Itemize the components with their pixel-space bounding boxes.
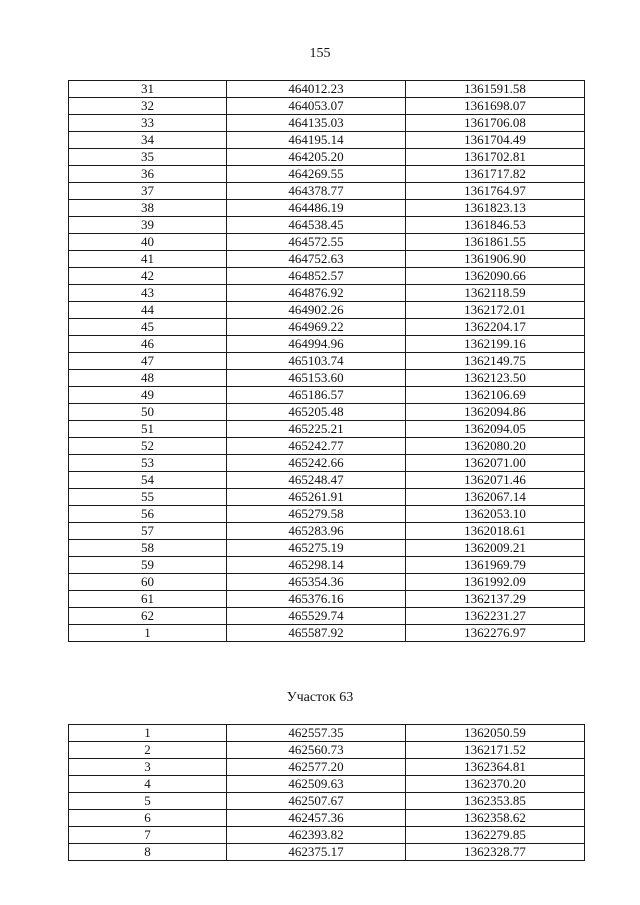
x-coordinate-cell: 465103.74: [227, 353, 406, 370]
table-row: [69, 336, 585, 353]
y-coordinate-cell: 1361992.09: [406, 574, 585, 591]
point-number-cell: 58: [69, 540, 227, 557]
table-row: [69, 455, 585, 472]
x-coordinate-cell: 462509.63: [227, 776, 406, 793]
point-number-cell: 48: [69, 370, 227, 387]
y-coordinate-cell: 1361969.79: [406, 557, 585, 574]
table-row: [69, 421, 585, 438]
point-number-cell: 57: [69, 523, 227, 540]
point-number-cell: 43: [69, 285, 227, 302]
x-coordinate-cell: 465186.57: [227, 387, 406, 404]
table-row: [69, 725, 585, 742]
point-number-cell: 41: [69, 251, 227, 268]
point-number-cell: 47: [69, 353, 227, 370]
point-number-cell: 34: [69, 132, 227, 149]
y-coordinate-cell: 1362094.05: [406, 421, 585, 438]
table-row: [69, 523, 585, 540]
x-coordinate-cell: 465529.74: [227, 608, 406, 625]
table-row: [69, 149, 585, 166]
table-row: [69, 844, 585, 861]
y-coordinate-cell: 1362067.14: [406, 489, 585, 506]
point-number-cell: 60: [69, 574, 227, 591]
x-coordinate-cell: 464053.07: [227, 98, 406, 115]
table-row: [69, 625, 585, 642]
point-number-cell: 36: [69, 166, 227, 183]
table-row: [69, 370, 585, 387]
x-coordinate-cell: 465279.58: [227, 506, 406, 523]
y-coordinate-cell: 1362199.16: [406, 336, 585, 353]
x-coordinate-cell: 464994.96: [227, 336, 406, 353]
x-coordinate-cell: 464902.26: [227, 302, 406, 319]
table-row: [69, 251, 585, 268]
table-row: [69, 540, 585, 557]
x-coordinate-cell: 464969.22: [227, 319, 406, 336]
table-row: [69, 285, 585, 302]
y-coordinate-cell: 1362171.52: [406, 742, 585, 759]
y-coordinate-cell: 1362050.59: [406, 725, 585, 742]
point-number-cell: 4: [69, 776, 227, 793]
y-coordinate-cell: 1361706.08: [406, 115, 585, 132]
table-row: [69, 183, 585, 200]
y-coordinate-cell: 1361906.90: [406, 251, 585, 268]
y-coordinate-cell: 1362364.81: [406, 759, 585, 776]
point-number-cell: 37: [69, 183, 227, 200]
x-coordinate-cell: 464538.45: [227, 217, 406, 234]
point-number-cell: 35: [69, 149, 227, 166]
point-number-cell: 8: [69, 844, 227, 861]
y-coordinate-cell: 1361702.81: [406, 149, 585, 166]
table-row: [69, 742, 585, 759]
x-coordinate-cell: 465275.19: [227, 540, 406, 557]
point-number-cell: 55: [69, 489, 227, 506]
coordinates-table-body: [69, 81, 585, 642]
y-coordinate-cell: 1362118.59: [406, 285, 585, 302]
table-row: [69, 574, 585, 591]
y-coordinate-cell: 1361764.97: [406, 183, 585, 200]
x-coordinate-cell: 462375.17: [227, 844, 406, 861]
point-number-cell: 45: [69, 319, 227, 336]
table-row: [69, 353, 585, 370]
x-coordinate-cell: 464378.77: [227, 183, 406, 200]
table-row: [69, 810, 585, 827]
x-coordinate-cell: 465376.16: [227, 591, 406, 608]
y-coordinate-cell: 1362137.29: [406, 591, 585, 608]
point-number-cell: 59: [69, 557, 227, 574]
y-coordinate-cell: 1362106.69: [406, 387, 585, 404]
table-row: [69, 557, 585, 574]
point-number-cell: 46: [69, 336, 227, 353]
table-row: [69, 98, 585, 115]
table-row: [69, 132, 585, 149]
x-coordinate-cell: 464269.55: [227, 166, 406, 183]
point-number-cell: 54: [69, 472, 227, 489]
point-number-cell: 50: [69, 404, 227, 421]
x-coordinate-cell: 462557.35: [227, 725, 406, 742]
table-row: [69, 404, 585, 421]
y-coordinate-cell: 1362149.75: [406, 353, 585, 370]
x-coordinate-cell: 464012.23: [227, 81, 406, 98]
point-number-cell: 44: [69, 302, 227, 319]
table-row: [69, 115, 585, 132]
y-coordinate-cell: 1362172.01: [406, 302, 585, 319]
point-number-cell: 1: [69, 625, 227, 642]
table-row: [69, 217, 585, 234]
x-coordinate-cell: 462507.67: [227, 793, 406, 810]
x-coordinate-cell: 464752.63: [227, 251, 406, 268]
table-row: [69, 234, 585, 251]
coordinates-table: [68, 80, 585, 642]
table-row: [69, 759, 585, 776]
y-coordinate-cell: 1362370.20: [406, 776, 585, 793]
y-coordinate-cell: 1362358.62: [406, 810, 585, 827]
x-coordinate-cell: 465248.47: [227, 472, 406, 489]
x-coordinate-cell: 465225.21: [227, 421, 406, 438]
point-number-cell: 31: [69, 81, 227, 98]
x-coordinate-cell: 465242.66: [227, 455, 406, 472]
y-coordinate-cell: 1362279.85: [406, 827, 585, 844]
table-row: [69, 166, 585, 183]
y-coordinate-cell: 1361846.53: [406, 217, 585, 234]
point-number-cell: 2: [69, 742, 227, 759]
table-row: [69, 827, 585, 844]
y-coordinate-cell: 1361704.49: [406, 132, 585, 149]
y-coordinate-cell: 1362204.17: [406, 319, 585, 336]
table-row: [69, 489, 585, 506]
section-63-table-body: [69, 725, 585, 861]
x-coordinate-cell: 462393.82: [227, 827, 406, 844]
x-coordinate-cell: 465242.77: [227, 438, 406, 455]
table-row: [69, 319, 585, 336]
point-number-cell: 3: [69, 759, 227, 776]
y-coordinate-cell: 1361591.58: [406, 81, 585, 98]
x-coordinate-cell: 462560.73: [227, 742, 406, 759]
point-number-cell: 52: [69, 438, 227, 455]
section-title: Участок 63: [286, 690, 354, 705]
table-row: [69, 302, 585, 319]
table-row: [69, 472, 585, 489]
y-coordinate-cell: 1362018.61: [406, 523, 585, 540]
x-coordinate-cell: 464135.03: [227, 115, 406, 132]
point-number-cell: 53: [69, 455, 227, 472]
x-coordinate-cell: 464852.57: [227, 268, 406, 285]
point-number-cell: 61: [69, 591, 227, 608]
y-coordinate-cell: 1362094.86: [406, 404, 585, 421]
table-row: [69, 776, 585, 793]
point-number-cell: 5: [69, 793, 227, 810]
y-coordinate-cell: 1362009.21: [406, 540, 585, 557]
y-coordinate-cell: 1362053.10: [406, 506, 585, 523]
table-row: [69, 438, 585, 455]
point-number-cell: 1: [69, 725, 227, 742]
x-coordinate-cell: 464486.19: [227, 200, 406, 217]
y-coordinate-cell: 1362231.27: [406, 608, 585, 625]
y-coordinate-cell: 1361717.82: [406, 166, 585, 183]
table-row: [69, 200, 585, 217]
y-coordinate-cell: 1362080.20: [406, 438, 585, 455]
y-coordinate-cell: 1362071.00: [406, 455, 585, 472]
y-coordinate-cell: 1362071.46: [406, 472, 585, 489]
y-coordinate-cell: 1362123.50: [406, 370, 585, 387]
point-number-cell: 40: [69, 234, 227, 251]
table-row: [69, 387, 585, 404]
point-number-cell: 49: [69, 387, 227, 404]
point-number-cell: 62: [69, 608, 227, 625]
page-number: 155: [309, 46, 331, 61]
point-number-cell: 33: [69, 115, 227, 132]
table-row: [69, 793, 585, 810]
y-coordinate-cell: 1362328.77: [406, 844, 585, 861]
x-coordinate-cell: 465298.14: [227, 557, 406, 574]
x-coordinate-cell: 464195.14: [227, 132, 406, 149]
x-coordinate-cell: 462577.20: [227, 759, 406, 776]
point-number-cell: 51: [69, 421, 227, 438]
point-number-cell: 6: [69, 810, 227, 827]
section-63-coordinates-table: [68, 724, 585, 861]
point-number-cell: 7: [69, 827, 227, 844]
x-coordinate-cell: 464572.55: [227, 234, 406, 251]
point-number-cell: 38: [69, 200, 227, 217]
table-row: [69, 506, 585, 523]
x-coordinate-cell: 465205.48: [227, 404, 406, 421]
y-coordinate-cell: 1361823.13: [406, 200, 585, 217]
x-coordinate-cell: 465587.92: [227, 625, 406, 642]
y-coordinate-cell: 1361861.55: [406, 234, 585, 251]
table-row: [69, 591, 585, 608]
x-coordinate-cell: 465153.60: [227, 370, 406, 387]
table-row: [69, 268, 585, 285]
y-coordinate-cell: 1361698.07: [406, 98, 585, 115]
x-coordinate-cell: 465354.36: [227, 574, 406, 591]
point-number-cell: 56: [69, 506, 227, 523]
x-coordinate-cell: 465261.91: [227, 489, 406, 506]
x-coordinate-cell: 465283.96: [227, 523, 406, 540]
y-coordinate-cell: 1362276.97: [406, 625, 585, 642]
table-row: [69, 81, 585, 98]
x-coordinate-cell: 464876.92: [227, 285, 406, 302]
x-coordinate-cell: 464205.20: [227, 149, 406, 166]
point-number-cell: 32: [69, 98, 227, 115]
table-row: [69, 608, 585, 625]
x-coordinate-cell: 462457.36: [227, 810, 406, 827]
y-coordinate-cell: 1362090.66: [406, 268, 585, 285]
point-number-cell: 42: [69, 268, 227, 285]
point-number-cell: 39: [69, 217, 227, 234]
y-coordinate-cell: 1362353.85: [406, 793, 585, 810]
